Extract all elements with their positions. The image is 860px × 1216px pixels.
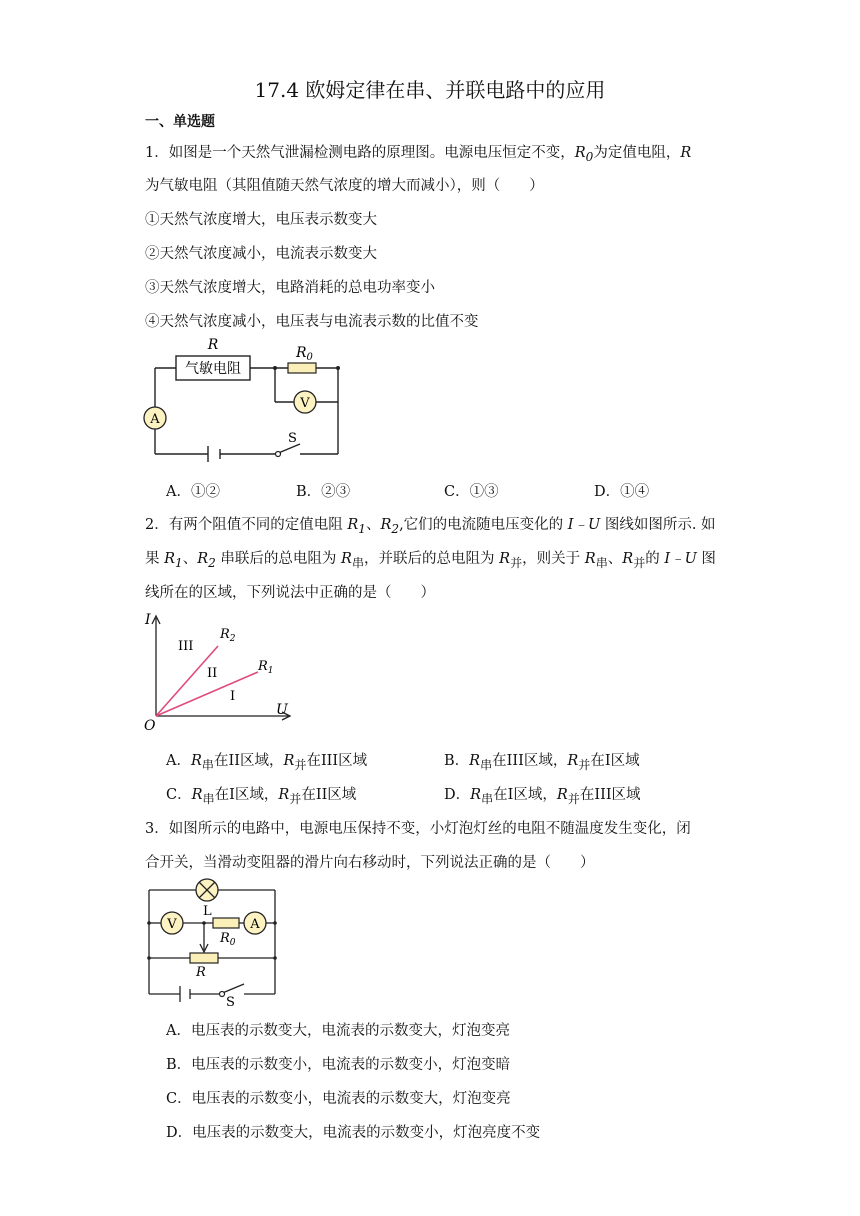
q3-option-d[interactable]: D．电压表的示数变大，电流表的示数变小，灯泡亮度不变	[166, 1125, 541, 1141]
q3-option-a[interactable]: A．电压表的示数变大，电流表的示数变大，灯泡变亮	[166, 1023, 510, 1039]
q2-stem-line1: 2．有两个阻值不同的定值电阻 $R_1$、$R_2$,它们的电流随电压变化的 I﹣U 图线如图所示. 如	[145, 517, 716, 536]
q1-option-b[interactable]: B．②③	[296, 484, 351, 500]
q2-option-c[interactable]: C．$R_串$在I区域，$R_并$在II区域	[166, 787, 357, 806]
voltmeter-label: V	[167, 917, 177, 932]
q1-option-c[interactable]: C．①③	[444, 484, 499, 500]
r-label: R	[196, 965, 206, 980]
lamp-label: L	[203, 904, 212, 919]
q1-item-1: ①天然气浓度增大，电压表示数变大	[145, 212, 377, 228]
sliding-rheostat	[190, 953, 218, 963]
region-3-label: III	[178, 639, 194, 654]
r0-label: $R_0$	[220, 931, 236, 948]
q3-option-c[interactable]: C．电压表的示数变小，电流表的示数变大，灯泡变亮	[166, 1091, 511, 1107]
q3-stem-line1: 3．如图所示的电路中，电源电压保持不变，小灯泡灯丝的电阻不随温度发生变化，闭	[145, 821, 691, 837]
switch-label: S	[226, 995, 235, 1006]
r0-resistor	[288, 363, 316, 373]
x-axis-label: U	[276, 702, 288, 718]
q1-stem-line1: 1．如图是一个天然气泄漏检测电路的原理图。电源电压恒定不变，$R_0$为定值电阻，R	[145, 145, 692, 164]
q3-stem-line2: 合开关，当滑动变阻器的滑片向右移动时，下列说法正确的是（ ）	[145, 855, 595, 871]
y-axis-label: I	[145, 612, 151, 628]
q2-stem-line2: 果 $R_1$、$R_2$ 串联后的总电阻为 $R_串$，并联后的总电阻为 $R_并$，则关于 $R_串$、$R_并$的 I﹣U 图	[145, 551, 716, 570]
page-title: 17.4 欧姆定律在串、并联电路中的应用	[254, 78, 606, 102]
r2-label: $R_2$	[220, 627, 236, 644]
voltmeter-label: V	[300, 396, 310, 411]
section-heading: 一、单选题	[145, 114, 215, 130]
q1-circuit-diagram	[140, 332, 355, 468]
q1-item-2: ②天然气浓度减小，电流表示数变大	[145, 246, 377, 262]
region-1-label: I	[230, 689, 236, 704]
q3-option-b[interactable]: B．电压表的示数变小，电流表的示数变小，灯泡变暗	[166, 1057, 511, 1073]
q2-stem-line3: 线所在的区域，下列说法中正确的是（ ）	[145, 585, 435, 601]
q2-iu-graph	[140, 608, 300, 738]
q2-option-b[interactable]: B．$R_串$在III区域，$R_并$在I区域	[444, 753, 640, 772]
q3-circuit-diagram	[140, 876, 290, 1006]
q1-item-4: ④天然气浓度减小，电压表与电流表示数的比值不变	[145, 314, 479, 330]
r-label: R	[207, 337, 219, 353]
region-2-label: II	[207, 666, 218, 681]
lamp-icon	[196, 879, 218, 901]
r0-label: $R_0$	[296, 345, 313, 363]
switch-label: S	[288, 431, 297, 446]
ammeter-label: A	[150, 412, 160, 427]
gas-sensor-label: 气敏电阻	[185, 361, 241, 377]
r0-resistor	[213, 918, 239, 928]
ammeter-label: A	[250, 917, 260, 932]
r1-label: $R_1$	[258, 659, 274, 676]
q1-stem-line2: 为气敏电阻（其阻值随天然气浓度的增大而减小），则（ ）	[145, 178, 544, 194]
origin-label: O	[144, 718, 156, 734]
q1-option-d[interactable]: D．①④	[594, 484, 650, 500]
r2-line	[156, 646, 218, 716]
q2-option-a[interactable]: A．$R_串$在II区域，$R_并$在III区域	[166, 753, 368, 772]
q2-option-d[interactable]: D．$R_串$在I区域，$R_并$在III区域	[444, 787, 641, 806]
q1-item-3: ③天然气浓度增大，电路消耗的总电功率变小	[145, 280, 435, 296]
q1-option-a[interactable]: A．①②	[166, 484, 220, 500]
